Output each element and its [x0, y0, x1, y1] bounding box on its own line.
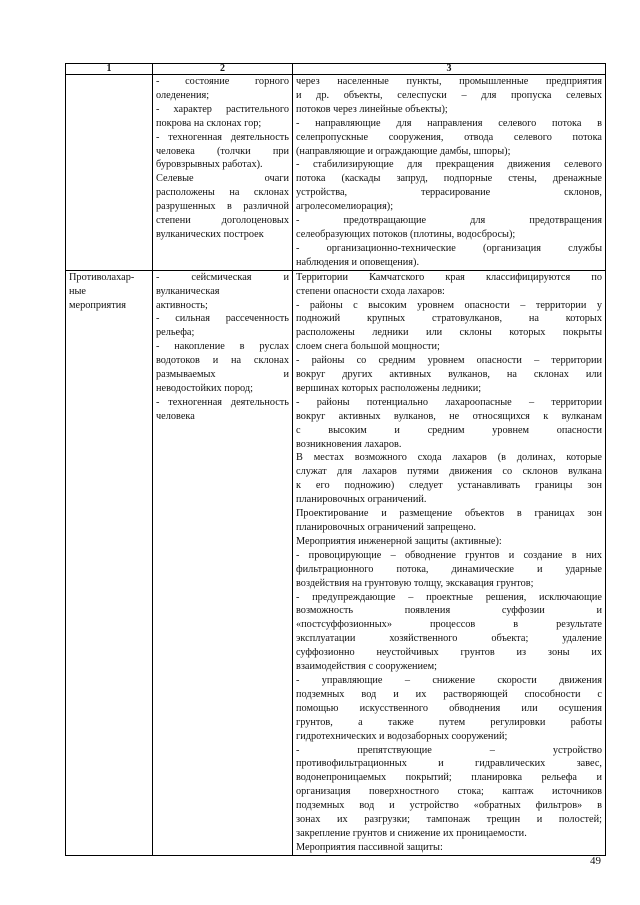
text-line: планировочных ограничений запрещено.: [296, 522, 476, 533]
text-line: планировочных ограничений.: [296, 494, 427, 506]
text-line: Селевые очаги: [156, 173, 289, 185]
text-line: возникновения лахаров.: [296, 438, 402, 450]
text-line: эксплуатации хозяйственного объекта; удаление: [296, 633, 602, 645]
text-line: мероприятия: [69, 299, 127, 311]
text-line: подземных вод и устройство «обратных фильтров» в: [296, 800, 602, 812]
text-line: - организационно-технические (организация службы: [296, 242, 602, 254]
text-line: Проектирование и размещение объектов в границах зон: [296, 508, 602, 520]
text-line: потока (каскады запруд, подпорные стены, дренажные: [296, 173, 602, 185]
text-line: неводостойких пород;: [156, 382, 253, 394]
text-line: устройства, террасирование склонов,: [296, 187, 602, 199]
header-cell-3: 3: [293, 64, 606, 75]
text-line: расположены ледники или склоны которых покрыты: [296, 327, 602, 339]
text-line: человека: [156, 410, 195, 422]
text-line: - сейсмическая и: [156, 271, 289, 283]
text-line: - накопление в руслах: [156, 341, 289, 353]
text-line: - стабилизирующие для прекращения движения селевого: [296, 159, 602, 171]
text-line: - управляющие – снижение скорости движения: [296, 674, 602, 686]
text-line: Мероприятия инженерной защиты (активные):: [296, 535, 502, 547]
page-number: 49: [590, 855, 601, 867]
text-line: человека (толчки при: [156, 145, 289, 157]
text-line: Территории Камчатского края классифицируются по: [296, 271, 602, 283]
text-line: ные: [69, 285, 86, 297]
text-line: рельефа;: [156, 327, 195, 339]
text-line: - районы со средним уровнем опасности – территории: [296, 355, 602, 367]
text-line: - районы с высоким уровнем опасности – территории у: [296, 299, 602, 311]
text-line: размываемых и: [156, 369, 289, 381]
text-line: расположены на склонах: [156, 187, 289, 199]
header-cell-2: 2: [153, 64, 293, 75]
text-line: агролесомелиорация);: [296, 201, 394, 213]
text-line: суффозионно неустойчивых грунтов из зоны их: [296, 647, 602, 659]
text-line: с высоким и средним уровнем опасности: [296, 424, 602, 436]
text-line: служат для лахаров путями движения со склонов вулкана: [296, 466, 602, 478]
measures-description-cell: [293, 75, 606, 271]
text-line: - техногенная деятельность: [156, 131, 289, 143]
text-line: возможность появления суффозии и: [296, 605, 602, 617]
text-line: селеобразующих потоков (плотины, водосбросы);: [296, 228, 516, 240]
table-row: [66, 270, 606, 855]
text-line: - предупреждающие – проектные решения, исключающие: [296, 591, 602, 603]
text-line: организация поверхностного стока; каптаж источников: [296, 786, 602, 798]
text-line: - техногенная деятельность: [156, 396, 289, 408]
text-line: - провоцирующие – обводнение грунтов и создание в них: [296, 549, 602, 561]
text-line: через населенные пункты, промышленные предприятия: [296, 76, 602, 87]
text-line: «постсуффозионных» процессов в результате: [296, 619, 602, 631]
measures-description-cell: [293, 270, 606, 855]
header-cell-1: 1: [66, 64, 153, 75]
text-line: буровзрывных работах).: [156, 159, 263, 171]
text-line: вершинах которых расположены ледники;: [296, 382, 482, 394]
text-line: закрепление грунтов и снижение их проницаемости.: [296, 827, 527, 839]
text-line: грунтов, а также путем регулировки работы: [296, 716, 602, 728]
text-line: наблюдения и оповещения).: [296, 256, 420, 268]
text-line: воздействия на грунтовую толщу, экскавация грунтов;: [296, 577, 534, 589]
text-line: подножий крупных стратовулканов, на которых: [296, 313, 602, 325]
text-line: слоем снега большой мощности;: [296, 341, 440, 353]
text-line: В местах возможного схода лахаров (в долинах, которые: [296, 452, 602, 464]
factors-cell: [153, 270, 293, 855]
measure-name-cell: [66, 75, 153, 271]
table-row: [66, 75, 606, 271]
text-line: активность;: [156, 299, 208, 311]
table-header-row: [66, 64, 606, 75]
text-line: зонах их разгрузки; тампонаж трещин и полостей;: [296, 814, 602, 826]
text-line: к его подножию) следует устанавливать границы зон: [296, 480, 602, 492]
text-line: - препятствующие – устройство: [296, 744, 602, 756]
text-line: вулканическая: [156, 285, 220, 297]
measures-table: [65, 63, 606, 856]
text-line: и др. объекты, селеспуски – для пропуска селевых: [296, 89, 602, 101]
text-line: покрова на склонах гор;: [156, 117, 262, 129]
text-line: (направляющие и ограждающие дамбы, шпоры);: [296, 145, 511, 157]
text-line: степени доголоценовых: [156, 215, 289, 227]
text-line: оледенения;: [156, 89, 210, 101]
text-line: разрушенных в различной: [156, 201, 289, 213]
text-line: - районы потенциально лахароопасные – территории: [296, 396, 602, 408]
text-line: - характер растительного: [156, 103, 289, 115]
text-line: - сильная рассеченность: [156, 313, 289, 325]
text-line: гидротехнических и водозаборных сооружений;: [296, 730, 508, 742]
factors-cell: [153, 75, 293, 271]
text-line: вулканических построек: [156, 228, 264, 240]
text-line: противофильтрационных и гидравлических завес,: [296, 758, 602, 770]
text-line: степени опасности схода лахаров:: [296, 285, 445, 297]
text-line: подземных вод и их растворяющей способности с: [296, 688, 602, 700]
text-line: Противолахар-: [69, 271, 135, 283]
text-line: водотоков и на склонах: [156, 355, 289, 367]
text-line: вокруг активных вулканов, не относящихся к вулканам: [296, 410, 602, 422]
text-line: - предотвращающие для предотвращения: [296, 215, 602, 227]
text-line: селепропускные сооружения, отвода селевого потока: [296, 131, 602, 143]
text-line: вокруг других активных вулканов, на склонах или: [296, 369, 602, 381]
text-line: Мероприятия пассивной защиты:: [296, 841, 443, 853]
measure-name-cell: [66, 270, 153, 855]
text-line: водонепроницаемых покрытий; планировка рельефа и: [296, 772, 602, 784]
text-line: фильтрационного потока, динамические и ударные: [296, 563, 602, 575]
text-line: - состояние горного: [156, 76, 289, 87]
text-line: взаимодействия с сооружением;: [296, 661, 438, 673]
text-line: - направляющие для направления селевого потока в: [296, 117, 602, 129]
text-line: помощью искусственного обводнения или осушения: [296, 702, 602, 714]
text-line: потоков через линейные объекты);: [296, 103, 448, 115]
